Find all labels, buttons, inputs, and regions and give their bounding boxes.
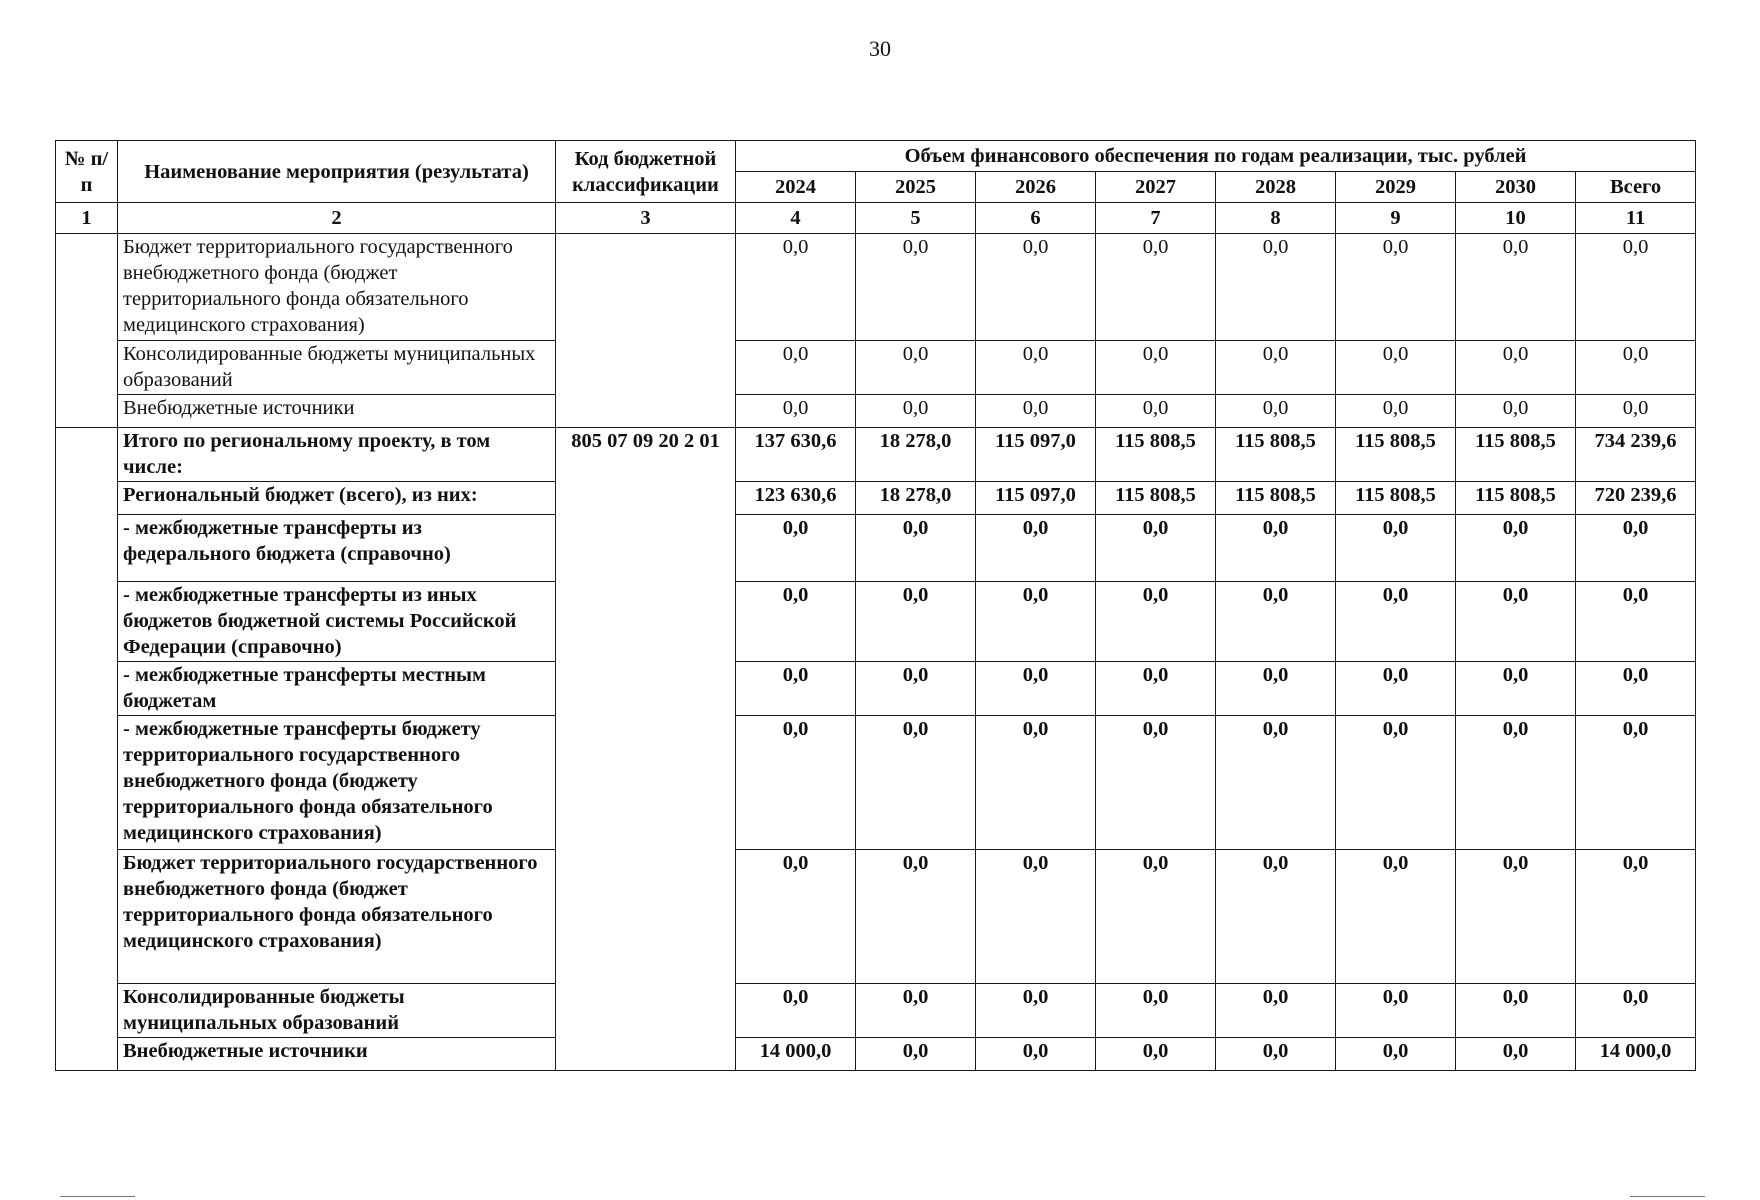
- row-number-cell: [56, 234, 118, 428]
- value-cell: 734 239,6: [1576, 428, 1696, 482]
- row-name: - межбюджетные трансферты местным бюджетам: [118, 662, 556, 716]
- code-cell: [556, 234, 736, 428]
- value-cell: 115 808,5: [1336, 428, 1456, 482]
- column-number: 9: [1336, 203, 1456, 234]
- value-cell: 0,0: [1096, 582, 1216, 662]
- column-number: 11: [1576, 203, 1696, 234]
- column-number: 10: [1456, 203, 1576, 234]
- value-cell: 0,0: [1576, 850, 1696, 984]
- value-cell: 0,0: [1576, 395, 1696, 428]
- table-row: [56, 234, 1696, 341]
- value-cell: 0,0: [1216, 515, 1336, 582]
- value-cell: 0,0: [856, 395, 976, 428]
- value-cell: 0,0: [976, 850, 1096, 984]
- header-year: 2028: [1216, 172, 1336, 203]
- value-cell: 0,0: [1576, 984, 1696, 1038]
- budget-code-cell: 805 07 09 20 2 01: [556, 428, 736, 1071]
- value-cell: 0,0: [1336, 662, 1456, 716]
- value-cell: 0,0: [736, 582, 856, 662]
- table-row: [56, 482, 1696, 515]
- header-code: Код бюджетной классификации: [556, 141, 736, 203]
- value-cell: 0,0: [1216, 341, 1336, 395]
- header-year: 2026: [976, 172, 1096, 203]
- value-cell: 0,0: [736, 984, 856, 1038]
- row-name: Консолидированные бюджеты муниципальных образований: [118, 984, 556, 1038]
- value-cell: 720 239,6: [1576, 482, 1696, 515]
- value-cell: 0,0: [1456, 1038, 1576, 1071]
- footer-divider-right: [1630, 1196, 1705, 1197]
- column-number: 5: [856, 203, 976, 234]
- value-cell: 0,0: [1456, 850, 1576, 984]
- column-number: 1: [56, 203, 118, 234]
- header-row-1: [56, 141, 1696, 172]
- value-cell: 115 808,5: [1456, 482, 1576, 515]
- value-cell: 0,0: [1576, 234, 1696, 341]
- value-cell: 0,0: [856, 662, 976, 716]
- table-row: [56, 662, 1696, 716]
- value-cell: 0,0: [736, 850, 856, 984]
- value-cell: 14 000,0: [736, 1038, 856, 1071]
- value-cell: 0,0: [976, 582, 1096, 662]
- value-cell: 115 808,5: [1336, 482, 1456, 515]
- value-cell: 0,0: [1456, 984, 1576, 1038]
- column-number: 6: [976, 203, 1096, 234]
- value-cell: 0,0: [856, 850, 976, 984]
- column-number: 2: [118, 203, 556, 234]
- value-cell: 0,0: [736, 716, 856, 850]
- table-row: [56, 341, 1696, 395]
- value-cell: 0,0: [976, 515, 1096, 582]
- budget-table: [55, 140, 1696, 1071]
- row-name: - межбюджетные трансферты бюджету территориального государственного внебюджетного фонда (бюджету территориального фонда обязательного медицинского страхования): [118, 716, 556, 850]
- header-name: Наименование мероприятия (результата): [118, 141, 556, 203]
- value-cell: 0,0: [1456, 662, 1576, 716]
- header-total: Всего: [1576, 172, 1696, 203]
- value-cell: 18 278,0: [856, 482, 976, 515]
- value-cell: 0,0: [1456, 341, 1576, 395]
- value-cell: 0,0: [1336, 850, 1456, 984]
- table-row: [56, 515, 1696, 582]
- table-row: [56, 850, 1696, 984]
- value-cell: 115 097,0: [976, 428, 1096, 482]
- value-cell: 0,0: [1456, 716, 1576, 850]
- value-cell: 0,0: [1216, 850, 1336, 984]
- value-cell: 0,0: [976, 395, 1096, 428]
- value-cell: 0,0: [1216, 1038, 1336, 1071]
- header-num: № п/п: [56, 141, 118, 203]
- value-cell: 0,0: [1336, 234, 1456, 341]
- row-name: Внебюджетные источники: [118, 395, 556, 428]
- value-cell: 0,0: [1336, 341, 1456, 395]
- value-cell: 0,0: [976, 984, 1096, 1038]
- header-year: 2029: [1336, 172, 1456, 203]
- row-name: Бюджет территориального государственного внебюджетного фонда (бюджет территориального фонда обязательного медицинского страхования): [118, 850, 556, 984]
- column-number: 8: [1216, 203, 1336, 234]
- value-cell: 0,0: [1096, 716, 1216, 850]
- value-cell: 0,0: [1336, 395, 1456, 428]
- value-cell: 0,0: [1456, 395, 1576, 428]
- value-cell: 0,0: [1216, 662, 1336, 716]
- value-cell: 115 808,5: [1216, 482, 1336, 515]
- table-row: [56, 395, 1696, 428]
- row-name: Внебюджетные источники: [118, 1038, 556, 1071]
- value-cell: 0,0: [1576, 716, 1696, 850]
- column-numbers-row: [56, 203, 1696, 234]
- value-cell: 0,0: [1216, 582, 1336, 662]
- value-cell: 0,0: [976, 716, 1096, 850]
- value-cell: 0,0: [1576, 515, 1696, 582]
- value-cell: 0,0: [1336, 716, 1456, 850]
- column-number: 3: [556, 203, 736, 234]
- value-cell: 0,0: [1576, 582, 1696, 662]
- value-cell: 0,0: [1096, 850, 1216, 984]
- value-cell: 0,0: [1096, 234, 1216, 341]
- value-cell: 0,0: [976, 1038, 1096, 1071]
- value-cell: 0,0: [1216, 234, 1336, 341]
- value-cell: 0,0: [1336, 582, 1456, 662]
- value-cell: 0,0: [736, 662, 856, 716]
- row-name: Итого по региональному проекту, в том числе:: [118, 428, 556, 482]
- value-cell: 0,0: [736, 234, 856, 341]
- value-cell: 0,0: [736, 515, 856, 582]
- row-name: Региональный бюджет (всего), из них:: [118, 482, 556, 515]
- value-cell: 0,0: [1096, 984, 1216, 1038]
- table-row: [56, 1038, 1696, 1071]
- value-cell: 0,0: [1576, 662, 1696, 716]
- value-cell: 0,0: [1456, 234, 1576, 341]
- value-cell: 0,0: [1216, 395, 1336, 428]
- value-cell: 0,0: [1096, 1038, 1216, 1071]
- column-number: 7: [1096, 203, 1216, 234]
- value-cell: 0,0: [1576, 341, 1696, 395]
- value-cell: 0,0: [1456, 515, 1576, 582]
- value-cell: 0,0: [856, 716, 976, 850]
- header-year: 2025: [856, 172, 976, 203]
- value-cell: 0,0: [976, 662, 1096, 716]
- column-number: 4: [736, 203, 856, 234]
- value-cell: 0,0: [1096, 662, 1216, 716]
- value-cell: 0,0: [856, 341, 976, 395]
- value-cell: 0,0: [736, 341, 856, 395]
- value-cell: 0,0: [1336, 1038, 1456, 1071]
- value-cell: 0,0: [1096, 395, 1216, 428]
- value-cell: 0,0: [1096, 341, 1216, 395]
- value-cell: 0,0: [856, 234, 976, 341]
- table-row: [56, 716, 1696, 850]
- table-row: [56, 984, 1696, 1038]
- value-cell: 0,0: [856, 984, 976, 1038]
- value-cell: 115 808,5: [1096, 428, 1216, 482]
- value-cell: 0,0: [1216, 716, 1336, 850]
- value-cell: 0,0: [976, 341, 1096, 395]
- value-cell: 0,0: [1216, 984, 1336, 1038]
- row-name: - межбюджетные трансферты из иных бюджетов бюджетной системы Российской Федерации (справочно): [118, 582, 556, 662]
- header-volume: Объем финансового обеспечения по годам реализации, тыс. рублей: [736, 141, 1696, 172]
- value-cell: 0,0: [1336, 515, 1456, 582]
- header-year: 2027: [1096, 172, 1216, 203]
- row-number-cell: [56, 428, 118, 1071]
- value-cell: 0,0: [856, 1038, 976, 1071]
- value-cell: 115 097,0: [976, 482, 1096, 515]
- value-cell: 0,0: [856, 515, 976, 582]
- value-cell: 115 808,5: [1216, 428, 1336, 482]
- value-cell: 115 808,5: [1456, 428, 1576, 482]
- value-cell: 0,0: [1336, 984, 1456, 1038]
- value-cell: 0,0: [1096, 515, 1216, 582]
- value-cell: 137 630,6: [736, 428, 856, 482]
- value-cell: 18 278,0: [856, 428, 976, 482]
- header-year: 2030: [1456, 172, 1576, 203]
- value-cell: 0,0: [856, 582, 976, 662]
- table-row-total: [56, 428, 1696, 482]
- row-name: Консолидированные бюджеты муниципальных образований: [118, 341, 556, 395]
- row-name: - межбюджетные трансферты из федерального бюджета (справочно): [118, 515, 556, 582]
- value-cell: 123 630,6: [736, 482, 856, 515]
- value-cell: 0,0: [736, 395, 856, 428]
- value-cell: 14 000,0: [1576, 1038, 1696, 1071]
- page-number: 30: [869, 36, 891, 61]
- table-row: [56, 582, 1696, 662]
- header-year: 2024: [736, 172, 856, 203]
- value-cell: 0,0: [1456, 582, 1576, 662]
- value-cell: 0,0: [976, 234, 1096, 341]
- footer-divider-left: [60, 1196, 135, 1197]
- value-cell: 115 808,5: [1096, 482, 1216, 515]
- row-name: Бюджет территориального государственного внебюджетного фонда (бюджет территориального фонда обязательного медицинского страхования): [118, 234, 556, 341]
